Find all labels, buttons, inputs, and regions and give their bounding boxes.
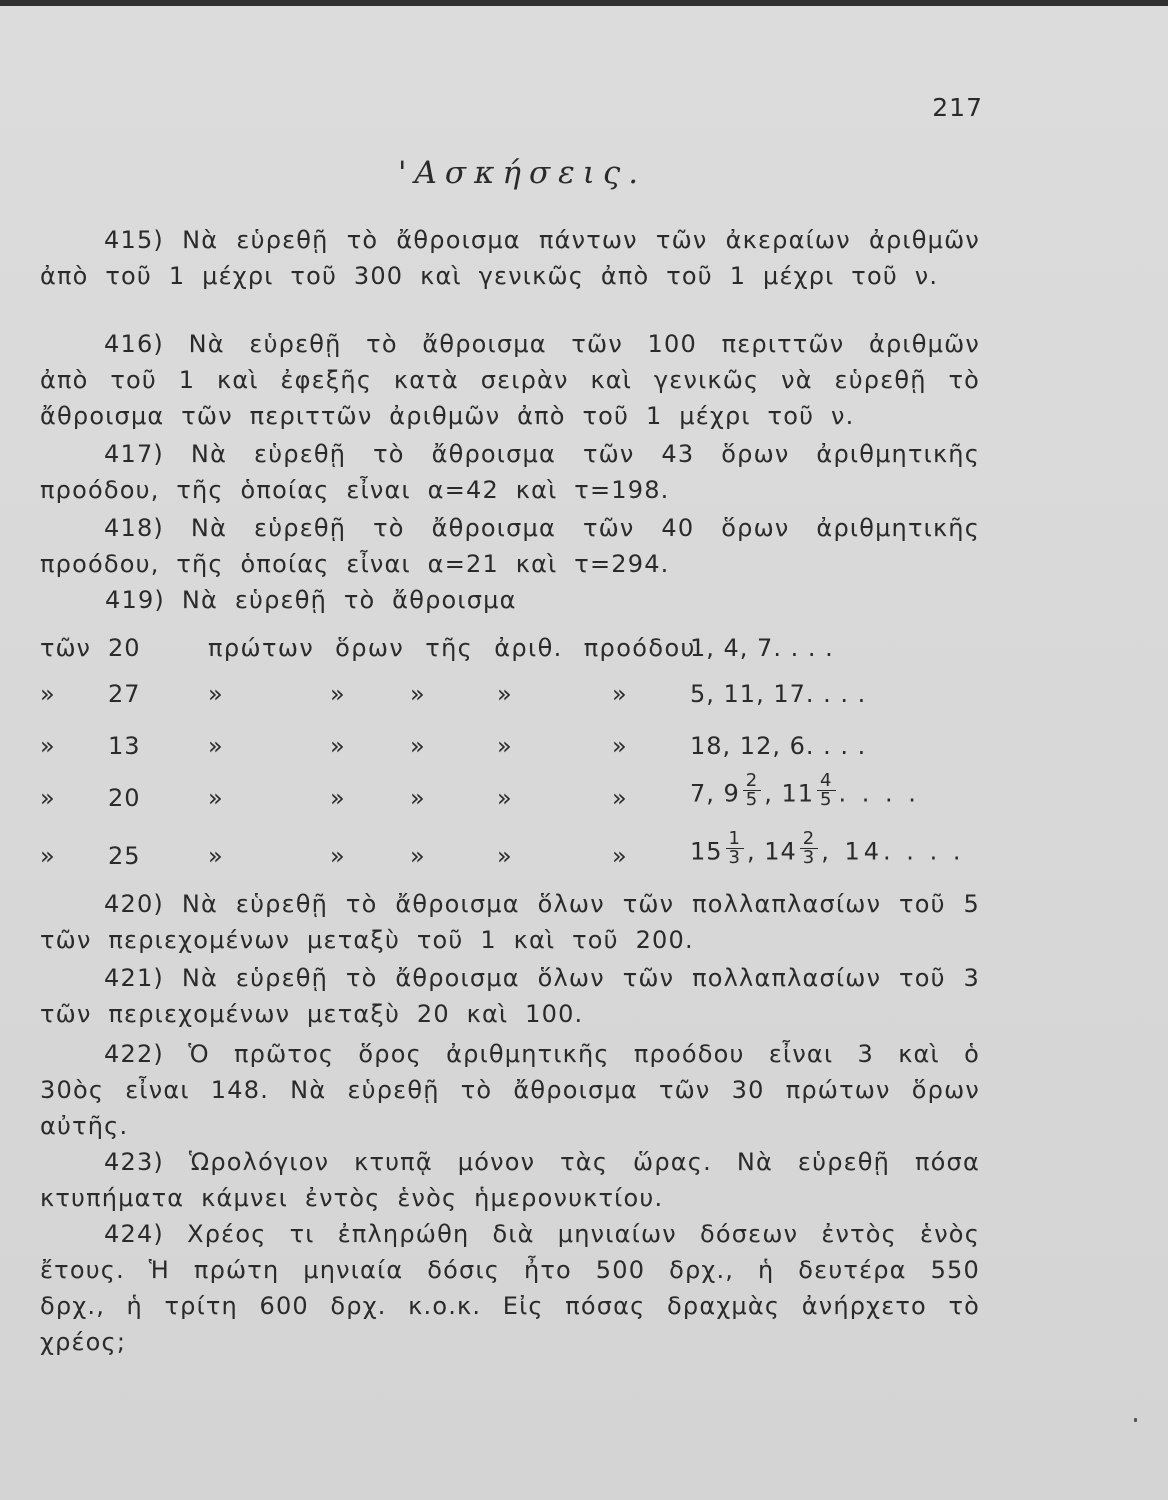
- progression-row: [40, 828, 1040, 886]
- ditto-mark: »: [330, 842, 346, 870]
- ditto-mark: »: [330, 680, 346, 708]
- page-number: 217: [932, 93, 983, 122]
- row-terms: 5, 11, 17. . . .: [690, 680, 867, 708]
- ditto-mark: »: [410, 732, 426, 760]
- fraction: [726, 830, 744, 867]
- term-text: 15: [690, 837, 723, 866]
- exercise-number: 423): [104, 1148, 164, 1176]
- row-terms: 18, 12, 6. . . .: [690, 732, 867, 760]
- exercise-text: Ὡρολόγιον κτυπᾷ μόνον τὰς ὥρας. Νὰ εὑρεθῇ πόσα κτυπήματα κάμνει ἐντὸς ἑνὸς ἡμερονυκτίου.: [40, 1148, 980, 1212]
- fraction: [800, 830, 818, 867]
- exercise-423: [40, 1144, 980, 1216]
- ditto-mark: »: [497, 732, 513, 760]
- fraction-numerator: 1: [726, 830, 744, 849]
- term-text: , 14. . . .: [821, 837, 965, 866]
- fraction: [817, 772, 835, 809]
- term-text: , 14: [747, 837, 797, 866]
- exercise-number: 416): [104, 330, 164, 358]
- ditto-mark: »: [612, 732, 628, 760]
- ditto-mark: »: [410, 680, 426, 708]
- paper-speck: [1134, 1418, 1137, 1422]
- row-terms: 1, 4, 7. . . .: [690, 634, 834, 662]
- progression-row: [40, 732, 1040, 776]
- exercise-416: [40, 326, 980, 434]
- row-words: πρώτων ὅρων τῆς ἀριθ. προόδου: [208, 634, 696, 662]
- row-count: 25: [108, 842, 141, 870]
- exercise-415: [40, 222, 980, 294]
- row-terms: [690, 770, 920, 813]
- exercise-text: Νὰ εὑρεθῇ τὸ ἄθροισμα: [181, 586, 517, 614]
- progression-row: [40, 680, 1040, 724]
- row-terms: [690, 828, 965, 871]
- exercise-text: Νὰ εὑρεθῇ τὸ ἄθροισμα ὅλων τῶν πολλαπλασίων τοῦ 3 τῶν περιεχομένων μεταξὺ 20 καὶ 100.: [40, 964, 980, 1028]
- term-text: . . . .: [838, 779, 920, 808]
- exercise-number: 418): [104, 514, 164, 542]
- row-count: 13: [108, 732, 141, 760]
- ditto-mark: »: [40, 680, 56, 708]
- fraction: [743, 772, 761, 809]
- row-count: 20: [108, 634, 141, 662]
- fraction-numerator: 2: [743, 772, 761, 791]
- term-text: 7, 9: [690, 779, 740, 808]
- row-count: 20: [108, 784, 141, 812]
- ditto-mark: »: [40, 732, 56, 760]
- exercise-text: Ὁ πρῶτος ὅρος ἀριθμητικῆς προόδου εἶναι 3 καὶ ὁ 30ὸς εἶναι 148. Νὰ εὑρεθῇ τὸ ἄθροισμα τῶν 30 πρώτων ὅρων αὐτῆς.: [40, 1040, 980, 1140]
- ditto-mark: »: [410, 784, 426, 812]
- exercise-text: Νὰ εὑρεθῇ τὸ ἄθροισμα πάντων τῶν ἀκεραίων ἀριθμῶν ἀπὸ τοῦ 1 μέχρι τοῦ 300 καὶ γενικῶς ἀπὸ τοῦ 1 μέχρι τοῦ ν.: [40, 226, 980, 290]
- exercise-number: 424): [104, 1220, 164, 1248]
- exercise-number: 417): [104, 440, 164, 468]
- fraction-denominator: 5: [745, 789, 759, 810]
- ditto-mark: »: [612, 680, 628, 708]
- exercise-number: 420): [104, 890, 164, 918]
- exercise-417: [40, 436, 980, 508]
- exercise-420: [40, 886, 980, 958]
- exercise-number: 421): [104, 964, 164, 992]
- exercise-text: Νὰ εὑρεθῇ τὸ ἄθροισμα τῶν 40 ὅρων ἀριθμητικῆς προόδου, τῆς ὁποίας εἶναι α=21 καὶ τ=294.: [40, 514, 980, 578]
- page-top-edge: [0, 0, 1168, 6]
- exercise-number: 419): [105, 586, 165, 614]
- fraction-denominator: 3: [728, 847, 741, 868]
- exercise-424: [40, 1216, 980, 1360]
- row-lead: τῶν: [40, 634, 91, 662]
- ditto-mark: »: [410, 842, 426, 870]
- ditto-mark: »: [208, 732, 224, 760]
- ditto-mark: »: [208, 842, 224, 870]
- fraction-denominator: 5: [820, 789, 833, 810]
- exercise-419-intro: [105, 586, 517, 614]
- row-count: 27: [108, 680, 141, 708]
- exercise-text: Χρέος τι ἐπληρώθη διὰ μηνιαίων δόσεων ἐντὸς ἑνὸς ἔτους. Ἡ πρώτη μηνιαία δόσις ἦτο 500 δρχ., ἡ δευτέρα 550 δρχ., ἡ τρίτη 600 δρχ. κ.ο.κ. Εἰς πόσας δραχμὰς ἀνήρχετο τὸ χρέος;: [40, 1220, 980, 1356]
- exercise-text: Νὰ εὑρεθῇ τὸ ἄθροισμα ὅλων τῶν πολλαπλασίων τοῦ 5 τῶν περιεχομένων μεταξὺ τοῦ 1 καὶ τοῦ 200.: [40, 890, 980, 954]
- exercise-text: Νὰ εὑρεθῇ τὸ ἄθροισμα τῶν 100 περιττῶν ἀριθμῶν ἀπὸ τοῦ 1 καὶ ἐφεξῆς κατὰ σειρὰν καὶ γενικῶς νὰ εὑρεθῇ τὸ ἄθροισμα τῶν περιττῶν ἀριθμῶν ἀπὸ τοῦ 1 μέχρι τοῦ ν.: [40, 330, 980, 430]
- ditto-mark: »: [497, 784, 513, 812]
- exercise-422: [40, 1036, 980, 1144]
- fraction-numerator: 4: [817, 772, 835, 791]
- term-text: , 11: [764, 779, 815, 808]
- ditto-mark: »: [612, 784, 628, 812]
- ditto-mark: »: [612, 842, 628, 870]
- fraction-numerator: 2: [800, 830, 818, 849]
- fraction-denominator: 3: [802, 847, 816, 868]
- progression-row: [40, 770, 1040, 828]
- ditto-mark: »: [208, 680, 224, 708]
- exercise-418: [40, 510, 980, 582]
- exercise-number: 415): [104, 226, 164, 254]
- ditto-mark: »: [40, 842, 56, 870]
- ditto-mark: »: [40, 784, 56, 812]
- exercise-421: [40, 960, 980, 1032]
- ditto-mark: »: [497, 680, 513, 708]
- progression-row: [40, 634, 1040, 678]
- section-title: 'Ασκήσεις.: [398, 155, 647, 191]
- exercise-number: 422): [104, 1040, 164, 1068]
- ditto-mark: »: [330, 784, 346, 812]
- exercise-text: Νὰ εὑρεθῇ τὸ ἄθροισμα τῶν 43 ὅρων ἀριθμητικῆς προόδου, τῆς ὁποίας εἶναι α=42 καὶ τ=198.: [40, 440, 980, 504]
- ditto-mark: »: [330, 732, 346, 760]
- ditto-mark: »: [497, 842, 513, 870]
- ditto-mark: »: [208, 784, 224, 812]
